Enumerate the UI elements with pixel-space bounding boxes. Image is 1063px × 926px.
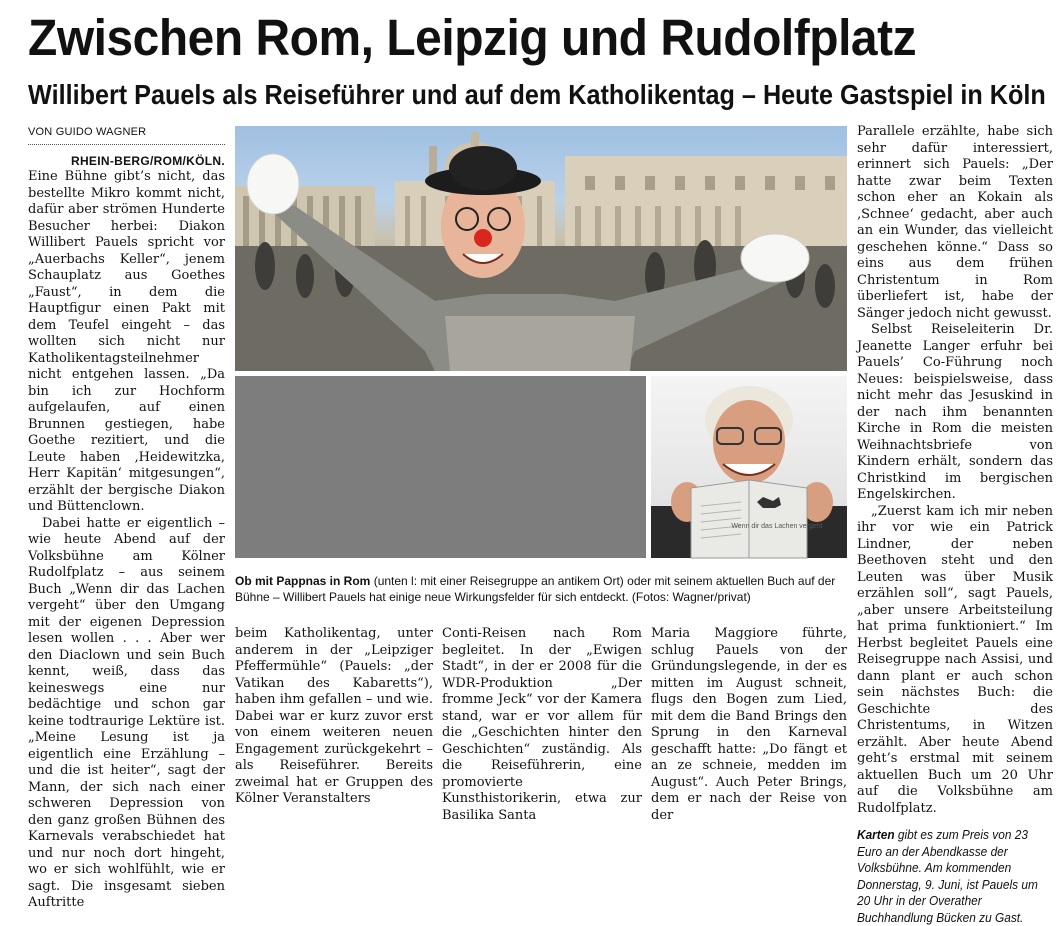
book-cover-title: Wenn dir das Lachen vergeht bbox=[731, 523, 823, 530]
article-column-5 bbox=[857, 124, 1053, 925]
paragraph: Eine Bühne gibt’s nicht, das bestellte Mikro kommt nicht, dafür aber strömen Hunderte Besucher herbei: Diakon Willibert Pauels spricht vor „Auerbachs Keller“, jenem Schauplatz aus Goethes „Faust“, in dem die Hauptfigur einen Pakt mit dem Teufel eingeht – das wollten sich nicht nur Katholikentagsteilnehmer nicht entgehen lassen. „Da bin ich zur Hochform aufgelaufen, auf einen Brunnen gestiegen, habe Goethe rezitiert, und die Leute haben ‚Heidewitzka, Herr Kapitän‘ mitgesungen“, erzählt der bergische Diakon und Büttenclown. bbox=[28, 169, 225, 514]
ticket-info-box bbox=[857, 827, 1052, 926]
photo-caption bbox=[235, 573, 847, 605]
photo-book-illustration bbox=[651, 376, 847, 558]
photo-pauels-with-book bbox=[651, 376, 847, 558]
paragraph: Conti-Reisen nach Rom begleitet. In der „Ewigen Stadt“, in der er 2008 für die WDR-Produktion „Der fromme Jeck“ vor der Kamera stand, war er vor allem für die „Geschichten hinter den Geschichten“ zuständig. Als die Reiseführerin, eine promovierte Kunsthistorikerin, etwa zur Basilika Santa bbox=[442, 626, 642, 823]
ticket-info-text: gibt es zum Preis von 23 Euro an der Abendkasse der Volksbühne. Am kommenden Donnerstag, 9. Juni, ist Pauels um 20 Uhr in der Overather Buchhandlung Bücken zu Gast. bbox=[857, 828, 1038, 925]
ticket-info-label: Karten bbox=[857, 828, 895, 842]
paragraph: „Zuerst kam ich mir neben ihr vor wie ein Patrick Lindner, der neben Beethoven steht und den Leuten was über Musik erzählen soll“, sagt Pauels, „aber unsere Arbeitsteilung hat prima funktioniert.“ Im Herbst begleitet Pauels eine Reisegruppe nach Assisi, und dann plant er auch schon sein nächstes Buch: die Geschichte des Christentums, in Witzen erzählt. Aber heute Abend geht’s erstmal mit seinem aktuellen Buch um 20 Uhr auf die Volksbühne am Rudolfplatz. bbox=[857, 503, 1053, 816]
photo-placeholder bbox=[235, 376, 646, 558]
caption-lead: Ob mit Pappnas in Rom bbox=[235, 574, 371, 588]
subheadline: Willibert Pauels als Reiseführer und auf dem Katholikentag – Heute Gastspiel in Köln bbox=[28, 79, 1046, 110]
paragraph: Selbst Reiseleiterin Dr. Jeanette Langer erfuhr bei Pauels’ Co-Führung noch Neues: beispielsweise, dass nicht mehr das Jesuskind in der nach ihm benannten Kirche in Rom die meisten Weihnachtsbriefe von Kindern erhält, sondern das Christkind im bergischen Engelskirchen. bbox=[857, 322, 1053, 502]
article-column-1 bbox=[28, 124, 225, 910]
photo-rome-illustration bbox=[235, 126, 847, 371]
dateline: RHEIN-BERG/ROM/KÖLN. bbox=[71, 153, 225, 168]
headline: Zwischen Rom, Leipzig und Rudolfplatz bbox=[28, 9, 917, 66]
article-column-2 bbox=[235, 626, 433, 806]
article-column-4 bbox=[651, 626, 847, 823]
paragraph: Dabei hatte er eigentlich – wie heute Abend auf der Volksbühne am Kölner Rudolfplatz – aus seinem Buch „Wenn dir das Lachen vergeht“ über den Umgang mit der eigenen Depression lesen wollen . . . Aber wer den Diaclown und sein Buch kennt, weiß, dass das keineswegs eine nur bedächtige und schon gar keine todtraurige Lektüre ist. „Meine Lesung ist ja eigentlich eine Erzählung – und die ist heiter“, sagt der Mann, der sich nach einer schweren Depression von den ganz großen Bühnen des Karnevals verabschiedet hat und nur noch dort hingeht, wo er sich wohlfühlt, wie er sagt. Die insgesamt sieben Auftritte bbox=[28, 515, 225, 910]
paragraph: beim Katholikentag, unter anderem in der „Leipziger Pfeffermühle“ (Pauels: „der Vatikan des Kabaretts“), haben ihm gefallen – und wie. Dabei war er kurz zuvor erst von einem weiteren neuen Engagement zurückgekehrt – als Reiseführer. Bereits zweimal hat er Gruppen des Kölner Veranstalters bbox=[235, 626, 433, 806]
paragraph: Maria Maggiore führte, schlug Pauels von der Gründungslegende, in der es mitten im August schneit, flugs den Bogen zum Lied, mit dem die Band Brings den Sprung in den Karneval geschafft hatte: „Do fängt et an ze schneie, medden im August“. Auch Peter Brings, dem er nach der Reise von der bbox=[651, 626, 847, 823]
article-column-3 bbox=[442, 626, 642, 823]
caption-text: (unten l: mit einer Reisegruppe an antikem Ort) oder mit seinem aktuellen Buch auf der Bühne – Willibert Pauels hat einige neue Wirkungsfelder für sich entdeckt. (Fotos: Wagner/privat) bbox=[235, 574, 836, 604]
paragraph: Parallele erzählte, habe sich sehr dafür interessiert, erinnert sich Pauels: „Der hatte zwar beim Texten schon eher an Kokain als ‚Schnee‘ gedacht, aber auch an ein Wunder, das vielleicht geschehen könne.“ Dass so eins aus dem frühen Christentum in Rom überliefert ist, habe der Sänger jedoch nicht gewusst. bbox=[857, 124, 1053, 321]
photo-rome-clown bbox=[235, 126, 847, 371]
author-byline: VON GUIDO WAGNER bbox=[28, 124, 225, 145]
